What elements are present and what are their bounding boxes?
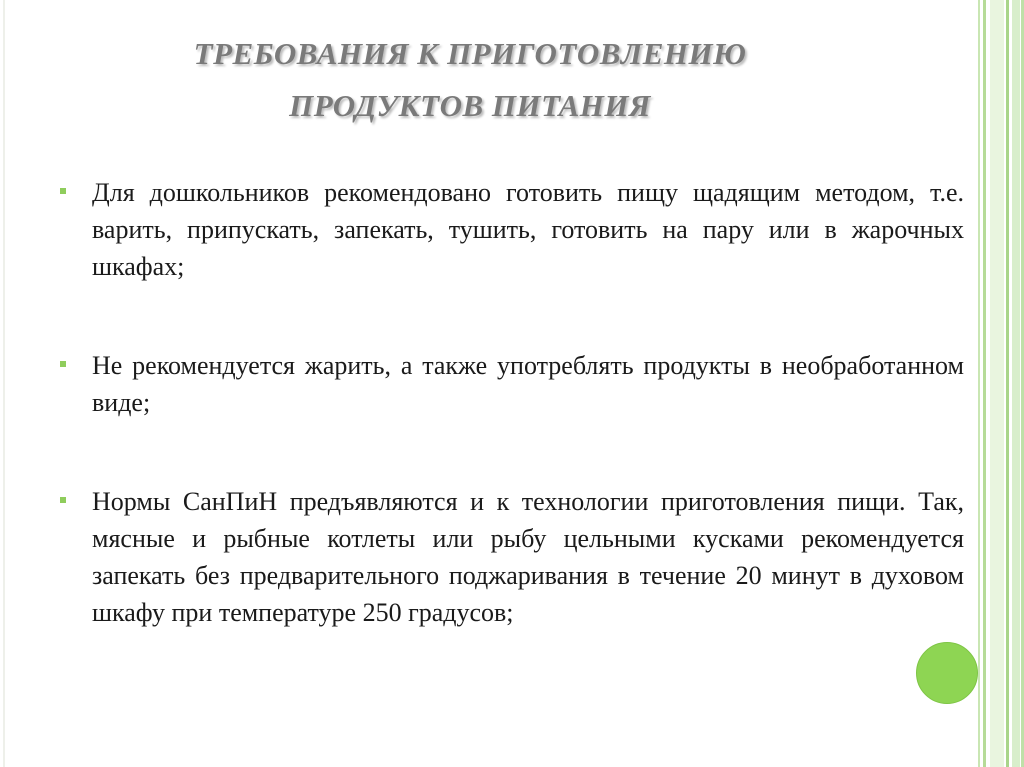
bullet-marker-icon (60, 361, 66, 367)
decor-stripe (990, 0, 1004, 767)
bullet-text: Нормы СанПиН предъявляются и к технологии приготовления пищи. Так, мясные и рыбные котлеты или рыбу цельными кусками рекомендуется запекать без предварительного поджаривания в течение 20 минут в духовом шкафу при температуре 250 градусов; (92, 487, 964, 627)
bullet-marker-icon (60, 188, 66, 194)
slide-title (100, 28, 840, 132)
bullet-marker-icon (60, 497, 66, 503)
title-line-2: ПРОДУКТОВ ПИТАНИЯ (289, 88, 651, 123)
decor-stripe (1006, 0, 1009, 767)
bullet-list (60, 174, 964, 631)
bullet-item (60, 347, 964, 421)
title-line-1: ТРЕБОВАНИЯ К ПРИГОТОВЛЕНИЮ (193, 36, 747, 71)
green-circle-icon (916, 642, 978, 704)
frame-line (3, 0, 5, 767)
decor-stripe (983, 0, 986, 767)
bullet-text: Не рекомендуется жарить, а также употреблять продукты в необработанном виде; (92, 351, 964, 417)
decor-stripe (1012, 0, 1020, 767)
bullet-item (60, 483, 964, 631)
bullet-item (60, 174, 964, 285)
decor-stripe (978, 0, 980, 767)
bullet-text: Для дошкольников рекомендовано готовить пищу щадящим методом, т.е. варить, припускать, запекать, тушить, готовить на пару или в жарочных шкафах; (92, 178, 964, 281)
